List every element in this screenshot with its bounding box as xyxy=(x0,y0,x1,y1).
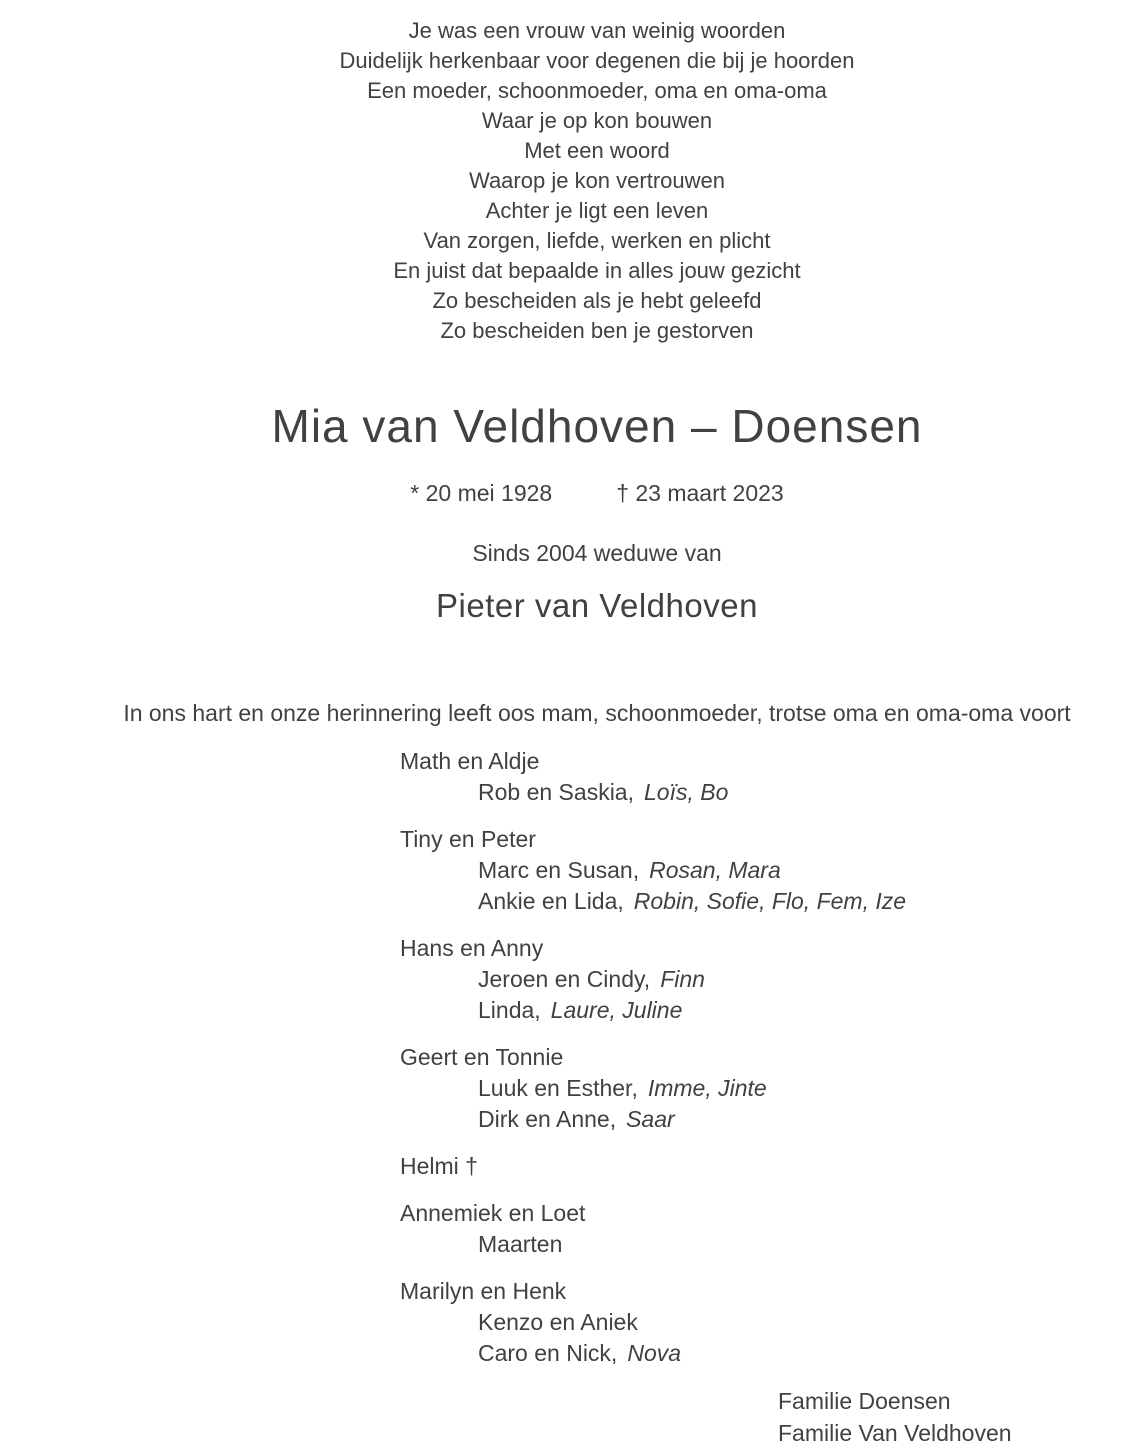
poem-line: Waarop je kon vertrouwen xyxy=(469,168,725,193)
family-parents: Hans en Anny xyxy=(400,935,544,961)
grandchildren-names: Nova xyxy=(627,1340,682,1366)
family-group xyxy=(400,1042,1146,1135)
life-dates xyxy=(48,478,1146,508)
family-child-line xyxy=(478,777,1146,808)
poem xyxy=(48,16,1146,346)
grandchildren-names: Saar xyxy=(626,1106,675,1132)
child-names: Luuk en Esther, xyxy=(478,1075,638,1101)
child-names: Caro en Nick, xyxy=(478,1340,618,1366)
child-names: Maarten xyxy=(478,1231,563,1257)
child-names: Kenzo en Aniek xyxy=(478,1309,638,1335)
family-parents: Geert en Tonnie xyxy=(400,1044,564,1070)
family-child-line xyxy=(478,964,1146,995)
signature-line: Familie Van Veldhoven xyxy=(778,1420,1012,1446)
family-parents: Marilyn en Henk xyxy=(400,1278,567,1304)
poem-line: Van zorgen, liefde, werken en plicht xyxy=(423,228,771,253)
family-child-line xyxy=(478,1338,1146,1369)
family-child-line xyxy=(478,1229,1146,1260)
family-group xyxy=(400,933,1146,1026)
poem-line: Achter je ligt een leven xyxy=(485,198,709,223)
family-parents: Tiny en Peter xyxy=(400,826,536,852)
poem-line: En juist dat bepaalde in alles jouw gezicht xyxy=(393,258,801,283)
child-names: Linda, xyxy=(478,997,541,1023)
family-list xyxy=(400,746,1146,1369)
child-names: Rob en Saskia, xyxy=(478,779,634,805)
family-group xyxy=(400,1276,1146,1369)
child-names: Dirk en Anne, xyxy=(478,1106,617,1132)
family-group xyxy=(400,824,1146,917)
family-group xyxy=(400,1198,1146,1260)
family-group xyxy=(400,746,1146,808)
poem-line: Zo bescheiden als je hebt geleefd xyxy=(432,288,762,313)
child-names: Jeroen en Cindy, xyxy=(478,966,651,992)
spouse-name: Pieter van Veldhoven xyxy=(436,587,758,624)
intro-line: In ons hart en onze herinnering leeft oos mam, schoonmoeder, trotse oma en oma-oma voort xyxy=(123,700,1071,726)
family-parents: Math en Aldje xyxy=(400,748,540,774)
poem-line: Je was een vrouw van weinig woorden xyxy=(408,18,786,43)
grandchildren-names: Laure, Juline xyxy=(550,997,683,1023)
poem-line: Waar je op kon bouwen xyxy=(481,108,713,133)
signature-block xyxy=(778,1385,1146,1448)
grandchildren-names: Imme, Jinte xyxy=(647,1075,767,1101)
widow-line: Sinds 2004 weduwe van xyxy=(472,540,722,566)
birth-date: * 20 mei 1928 xyxy=(410,480,553,506)
death-date: † 23 maart 2023 xyxy=(616,480,784,506)
poem-line: Duidelijk herkenbaar voor degenen die bij je hoorden xyxy=(339,48,855,73)
grandchildren-names: Loïs, Bo xyxy=(643,779,729,805)
poem-line: Zo bescheiden ben je gestorven xyxy=(440,318,754,343)
family-parents: Helmi † xyxy=(400,1153,478,1179)
family-child-line xyxy=(478,1073,1146,1104)
family-child-line xyxy=(478,995,1146,1026)
poem-line: Een moeder, schoonmoeder, oma en oma-oma xyxy=(367,78,827,103)
child-names: Ankie en Lida, xyxy=(478,888,624,914)
grandchildren-names: Rosan, Mara xyxy=(649,857,781,883)
family-child-line xyxy=(478,1307,1146,1338)
family-child-line xyxy=(478,1104,1146,1135)
grandchildren-names: Robin, Sofie, Flo, Fem, Ize xyxy=(633,888,907,914)
grandchildren-names: Finn xyxy=(660,966,705,992)
child-names: Marc en Susan, xyxy=(478,857,640,883)
family-group xyxy=(400,1151,1146,1182)
poem-line: Met een woord xyxy=(524,138,670,163)
family-child-line xyxy=(478,855,1146,886)
family-parents: Annemiek en Loet xyxy=(400,1200,586,1226)
deceased-name: Mia van Veldhoven – Doensen xyxy=(271,400,923,452)
family-child-line xyxy=(478,886,1146,917)
signature-line: Familie Doensen xyxy=(778,1388,951,1414)
